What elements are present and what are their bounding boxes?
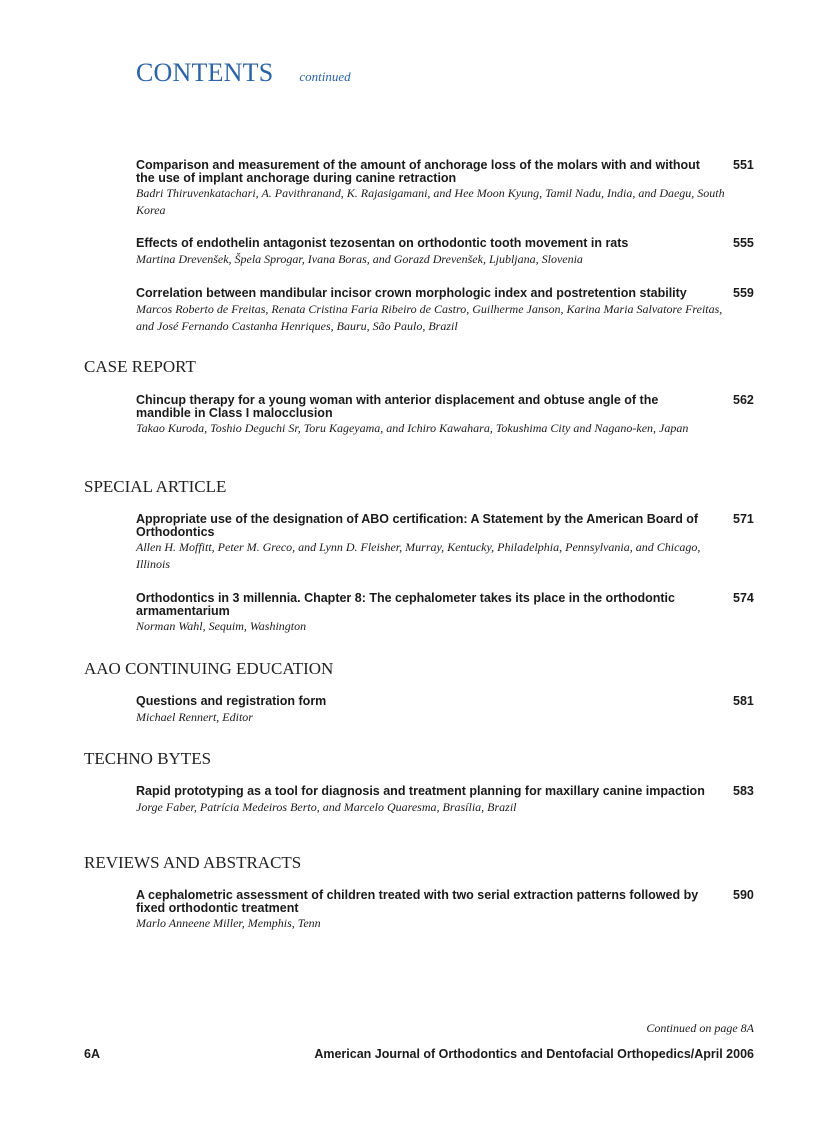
entry-authors: Badri Thiruvenkatachari, A. Pavithranand, K. Rajasigamani, and Hee Moon Kyung, Tamil Nadu, India, and Daegu, South Korea: [136, 186, 725, 217]
toc-entry-registration-form[interactable]: [136, 695, 756, 726]
continued-note: Continued on page 8A: [646, 1021, 754, 1035]
toc-entry-chincup[interactable]: [136, 394, 756, 437]
section-heading-techno-bytes: TECHNO BYTES: [84, 749, 212, 768]
entry-page-number: 581: [733, 694, 754, 708]
entry-authors: Norman Wahl, Sequim, Washington: [136, 619, 307, 633]
entry-page-number: 574: [733, 591, 754, 605]
entry-authors: Marcos Roberto de Freitas, Renata Cristina Faria Ribeiro de Castro, Guilherme Janson, Karina Maria Salvatore Freitas, and José Fernando Castanha Henriques, Bauru, São Paulo, Brazil: [136, 301, 723, 333]
entry-title[interactable]: A cephalometric assessment of children treated with two serial extraction patterns followed by fixed orthodontic treatment: [136, 888, 699, 915]
toc-entry-mandibular-incisor[interactable]: [136, 287, 756, 335]
entry-authors: Michael Rennert, Editor: [136, 709, 253, 724]
section-heading-reviews-and-abstracts: REVIEWS AND ABSTRACTS: [84, 853, 302, 872]
toc-entry-endothelin[interactable]: [136, 237, 756, 268]
page-subtitle: continued: [299, 69, 351, 84]
entry-page-number: 583: [733, 784, 754, 798]
entry-title[interactable]: Appropriate use of the designation of ABO certification: A Statement by the American Board of Orthodontics: [136, 512, 699, 539]
entry-authors: Jorge Faber, Patrícia Medeiros Berto, and Marcelo Quaresma, Brasília, Brazil: [136, 799, 517, 814]
page-header: [136, 58, 351, 88]
entry-title[interactable]: Questions and registration form: [136, 694, 327, 708]
entry-title[interactable]: Comparison and measurement of the amount of anchorage loss of the molars with and without the use of implant anchorage during canine retraction: [136, 158, 700, 185]
section-heading-aao-continuing-education: AAO CONTINUING EDUCATION: [84, 659, 334, 678]
entry-page-number: 590: [733, 888, 754, 902]
entry-page-number: 562: [733, 393, 754, 407]
footer-page-number: 6A: [84, 1047, 100, 1061]
footer-journal-name: American Journal of Orthodontics and Dentofacial Orthopedics/April 2006: [314, 1047, 754, 1061]
entry-page-number: 555: [733, 236, 754, 250]
entry-title[interactable]: Rapid prototyping as a tool for diagnosis and treatment planning for maxillary canine impaction: [136, 784, 705, 798]
entry-authors: Takao Kuroda, Toshio Deguchi Sr, Toru Kageyama, and Ichiro Kawahara, Tokushima City and Nagano-ken, Japan: [136, 421, 689, 435]
entry-page-number: 559: [733, 286, 754, 300]
section-heading-special-article: SPECIAL ARTICLE: [84, 477, 227, 496]
entry-title[interactable]: Chincup therapy for a young woman with anterior displacement and obtuse angle of the mandible in Class I malocclusion: [136, 393, 659, 420]
entry-page-number: 551: [733, 158, 754, 172]
entry-title[interactable]: Correlation between mandibular incisor crown morphologic index and postretention stability: [136, 286, 687, 300]
entry-title[interactable]: Effects of endothelin antagonist tezosentan on orthodontic tooth movement in rats: [136, 236, 629, 250]
toc-entry-cephalometric-assessment[interactable]: [136, 889, 756, 932]
section-heading-case-report: CASE REPORT: [84, 357, 196, 376]
toc-entry-cephalometer[interactable]: [136, 592, 756, 635]
toc-entry-rapid-prototyping[interactable]: [136, 785, 756, 816]
entry-authors: Allen H. Moffitt, Peter M. Greco, and Lynn D. Fleisher, Murray, Kentucky, Philadelphia, Pennsylvania, and Chicago, Illinois: [136, 540, 701, 571]
page-title: CONTENTS: [136, 58, 274, 87]
entry-authors: Marlo Anneene Miller, Memphis, Tenn: [136, 916, 321, 930]
entry-title[interactable]: Orthodontics in 3 millennia. Chapter 8: The cephalometer takes its place in the orthodontic armamentarium: [136, 591, 675, 618]
entry-page-number: 571: [733, 512, 754, 526]
entry-authors: Martina Drevenšek, Špela Sprogar, Ivana Boras, and Gorazd Drevenšek, Ljubljana, Slovenia: [136, 251, 583, 266]
toc-entry-anchorage-loss[interactable]: [136, 159, 756, 219]
toc-entry-abo-certification[interactable]: [136, 513, 756, 573]
